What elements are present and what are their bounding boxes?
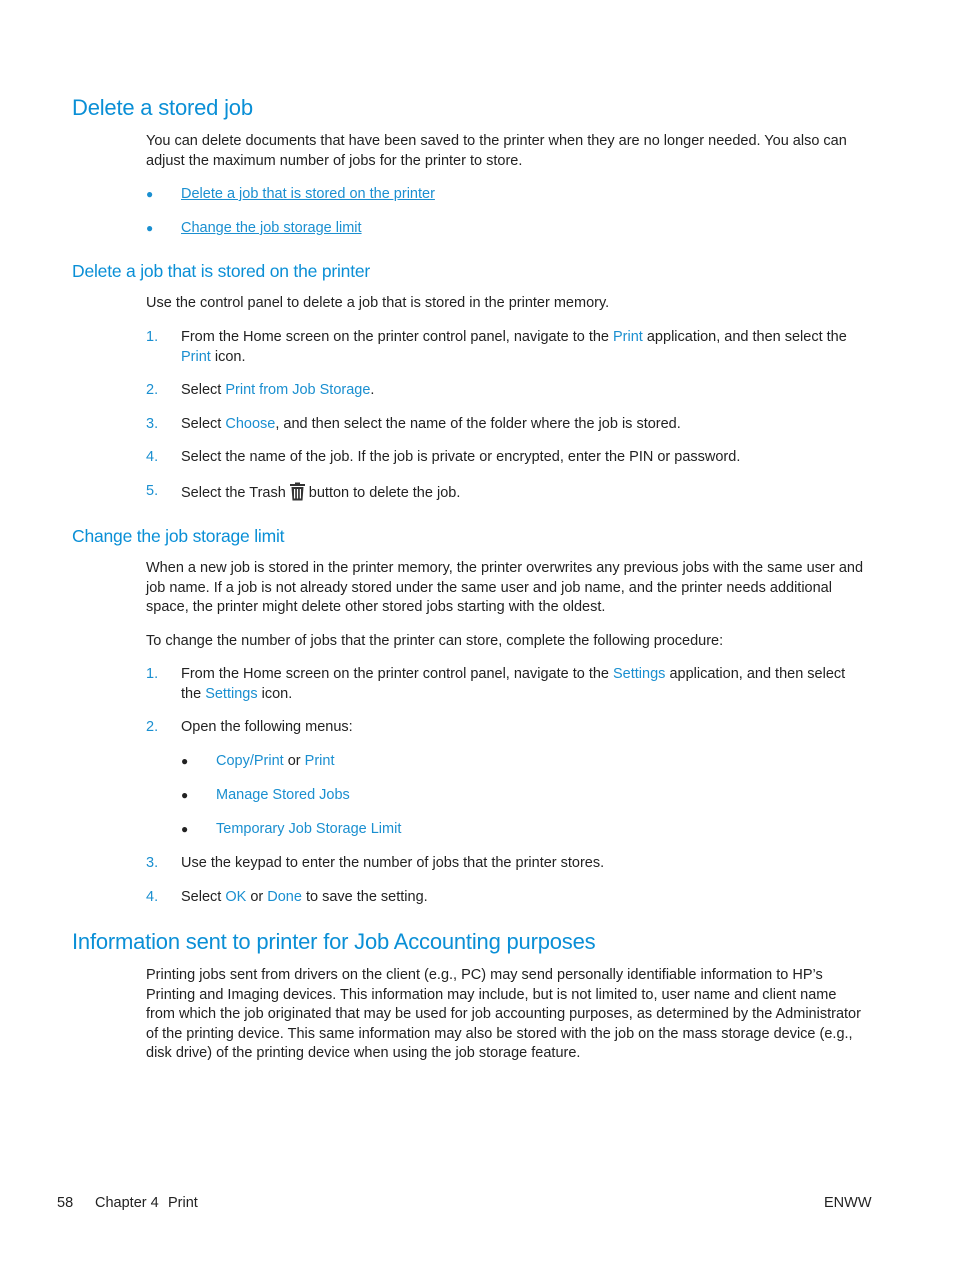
link-change-limit[interactable]: Change the job storage limit <box>181 220 362 236</box>
footer-chapter: Chapter 4 <box>95 1195 159 1211</box>
bullet: ● <box>146 221 154 235</box>
step-number: 5. <box>146 483 159 499</box>
step-text: Select the Trash button to delete the job. <box>181 482 866 508</box>
ui-term-done: Done <box>267 889 302 905</box>
trash-icon <box>289 482 306 508</box>
ui-term-manage-stored-jobs: Manage Stored Jobs <box>216 787 350 803</box>
ui-term-print: Print <box>304 753 335 769</box>
step-text: From the Home screen on the printer control panel, navigate to the Settings application, and then select the Settings icon. <box>181 666 846 702</box>
ui-term-print: Print <box>181 348 211 365</box>
bullet: ● <box>181 822 189 836</box>
step-number: 2. <box>146 719 159 735</box>
step-text: Use the keypad to enter the number of jobs that the printer stores. <box>181 855 605 871</box>
step-number: 3. <box>146 416 159 432</box>
bullet: ● <box>146 187 154 201</box>
subheading-delete-job: Delete a job that is stored on the printer <box>72 261 371 281</box>
step-text: From the Home screen on the printer control panel, navigate to the Print application, and then select the Print icon. <box>181 329 847 365</box>
change-limit-procedure-intro: To change the number of jobs that the printer can store, complete the following procedure: <box>146 633 724 649</box>
step-text: Select Print from Job Storage. <box>181 382 375 398</box>
footer-page-number: 58 <box>57 1195 74 1211</box>
step-number: 4. <box>146 889 159 905</box>
footer-chapter-title: Print <box>168 1195 198 1211</box>
step-text: Select OK or Done to save the setting. <box>181 889 428 905</box>
ui-term-ok: OK <box>225 889 247 905</box>
step-number: 1. <box>146 666 159 682</box>
step-number: 2. <box>146 382 159 398</box>
change-limit-intro: When a new job is stored in the printer memory, the printer overwrites any previous jobs with the same user and job name. If a job is not already stored under the same user and job name, and the printer needs additional space, the printer might delete other stored jobs starting with the oldest. <box>146 560 864 615</box>
ui-term-choose: Choose <box>225 416 276 432</box>
section-heading-job-accounting: Information sent to printer for Job Accounting purposes <box>72 929 596 954</box>
ui-term-print: Print <box>613 329 643 345</box>
link-delete-job[interactable]: Delete a job that is stored on the printer <box>181 186 435 202</box>
step-text: Select the name of the job. If the job is private or encrypted, enter the PIN or password. <box>181 449 741 465</box>
ui-term-settings: Settings <box>613 666 666 682</box>
delete-intro-paragraph: You can delete documents that have been saved to the printer when they are no longer needed. You also can adjust the maximum number of jobs for the printer to store. <box>146 133 847 169</box>
delete-job-intro: Use the control panel to delete a job that is stored in the printer memory. <box>146 295 610 311</box>
ui-term-copy-print: Copy/Print <box>216 753 284 769</box>
ui-term-print-from-job-storage: Print from Job Storage <box>225 382 371 398</box>
step-text: Select Choose, and then select the name of the folder where the job is stored. <box>181 416 681 432</box>
job-accounting-paragraph: Printing jobs sent from drivers on the client (e.g., PC) may send personally identifiable information to HP’s Printing and Imaging devices. This information may include, but is not limited to, user name and client name from which the job originated that may be used for job accounting purposes, as determined by the Administrator of the printing device. This same information may also be stored with the job on the mass storage device (e.g., disk drive) of the printing device when using the job storage feature. <box>146 967 861 1061</box>
step-text: Open the following menus: <box>181 719 353 735</box>
step-number: 3. <box>146 855 159 871</box>
ui-term-settings: Settings <box>205 685 258 702</box>
menu-path-text: Copy/Print or Print <box>216 753 335 769</box>
section-heading-delete-stored-job: Delete a stored job <box>72 95 253 120</box>
ui-term-temporary-job-storage-limit: Temporary Job Storage Limit <box>216 821 402 837</box>
bullet: ● <box>181 754 189 768</box>
bullet: ● <box>181 788 189 802</box>
step-number: 1. <box>146 329 159 345</box>
footer-doc-code: ENWW <box>824 1195 872 1211</box>
subheading-change-limit: Change the job storage limit <box>72 526 285 546</box>
step-number: 4. <box>146 449 159 465</box>
